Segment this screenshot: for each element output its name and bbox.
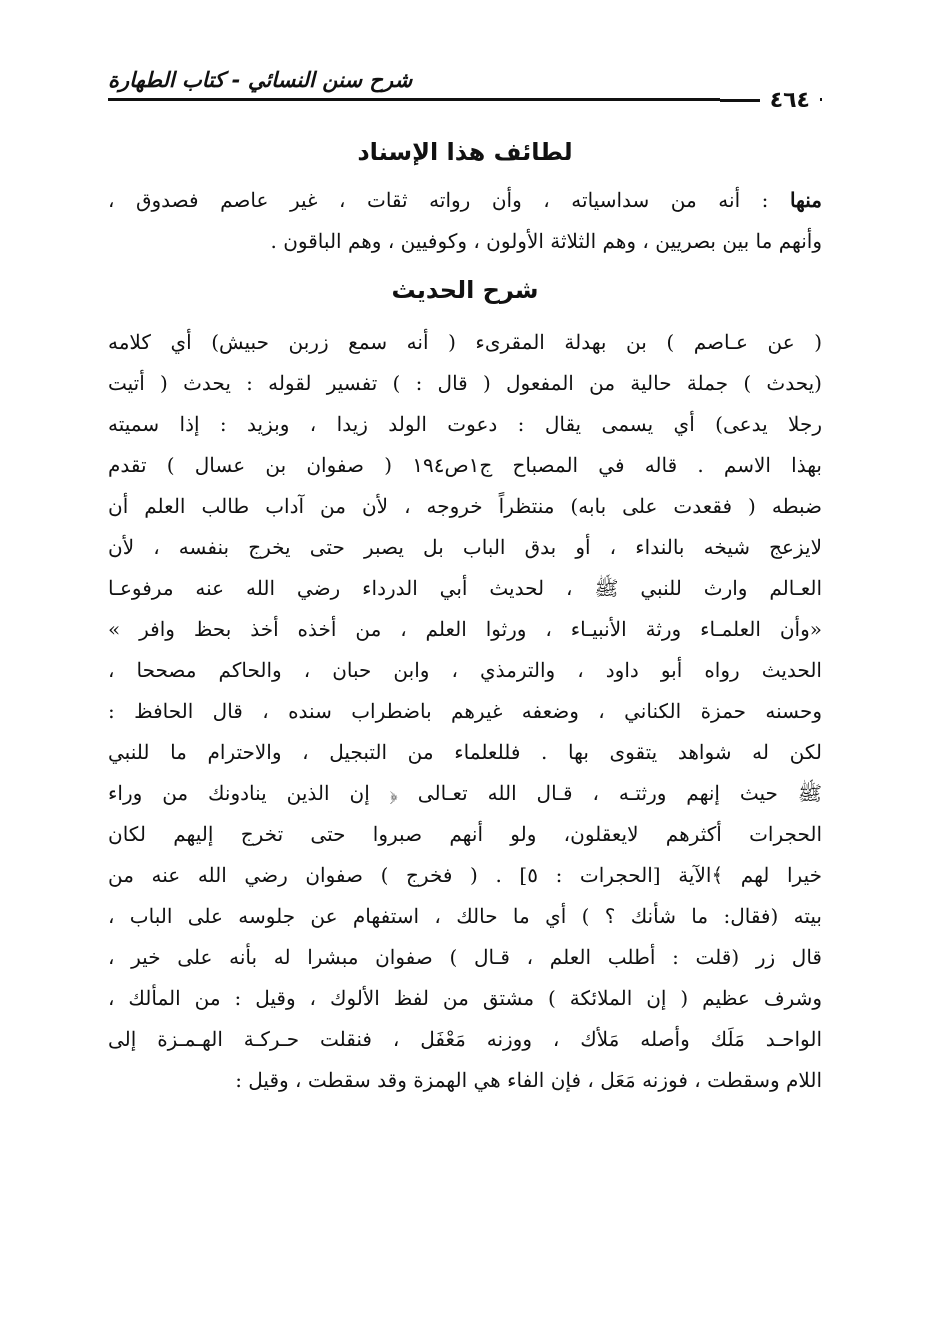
page-body: [108, 132, 822, 1101]
running-title: شرح سنن النسائي - كتاب الطهارة: [108, 68, 413, 92]
text-line: الحديث رواه أبو داود ، والترمذي ، وابن حبان ، والحاكم مصححا ،: [108, 658, 822, 682]
text-line: الحجرات أكثرهم لايعقلون، ولو أنهم صبروا حتى تخرج إليهم لكان: [108, 822, 822, 846]
isnad-paragraph: [108, 180, 822, 262]
text-line: ﷺ حيث إنهم ورثتـه ، قـال الله تعـالى ﴿ إن الذين ينادونك من وراء: [108, 781, 822, 805]
text-line: خيرا لهم ﴾الآية [الحجرات : ٥] . ( فخرج ) صفوان رضي الله عنه من: [108, 863, 822, 887]
page-header: [108, 64, 822, 100]
text-line: لايزعج شيخه بالنداء ، أو بدق الباب بل يصبر حتى يخرج بنفسه ، لأن: [108, 535, 822, 559]
text-line: ضبطه ( فقعدت على بابه) منتظراً خروجه ، لأن من آداب طالب العلم أن: [108, 494, 822, 518]
section-heading-sharh: شرح الحديث: [391, 276, 539, 304]
lead-word: منها: [789, 188, 822, 212]
page-number-dash: [720, 99, 760, 102]
section-heading-isnad: لطائف هذا الإسناد: [357, 138, 573, 166]
text-line: العـالم وارث للنبي ﷺ ، لحديث أبي الدرداء رضي الله عنه مرفوعـا: [108, 576, 822, 600]
text-line: قال زر (قلت : أطلب العلم ، قـال ) صفوان مبشرا له بأنه على خير ،: [108, 945, 822, 969]
text-line: الواحـد مَلَك وأصله مَلأك ، ووزنه مَعْفَل ، فنقلت حـركـة الهـمـزة إلى: [108, 1027, 822, 1051]
text-line: (يحدث ) جملة حالية من المفعول ( قال : ) تفسير لقوله : يحدث ( أتيت: [108, 371, 822, 395]
text-line: وشرف عظيم ( إن الملائكة ) مشتق من لفظ الألوك ، وقيل : من المألك ،: [108, 986, 822, 1010]
text-line: ( عن عـاصم ) بن بهدلة المقرىء ( أنه سمع زربن حبيش) أي كلامه: [108, 330, 822, 354]
text-line: بهذا الاسم . قاله في المصباح ج١ص١٩٤ ( صفوان بن عسال ) تقدم: [108, 453, 822, 477]
text-line: رجلا يدعى) أي يسمى يقال : دعوت الولد زيدا ، وبزيد : إذا سميته: [108, 412, 822, 436]
header-rule: [108, 98, 822, 101]
page-number: ٤٦٤: [760, 88, 820, 113]
page-number-block: [720, 82, 820, 118]
text-line: وأنهم ما بين بصريين ، وهم الثلاثة الأولون ، وكوفيين ، وهم الباقون .: [270, 229, 822, 253]
sharh-paragraph: [108, 322, 822, 1101]
text-line: لكن له شواهد يتقوى بها . فللعلماء من التبجيل ، والاحترام ما للنبي: [108, 740, 822, 764]
text-line: منها : أنه من سداسياته ، وأن رواته ثقات ، غير عاصم فصدوق ،: [108, 188, 822, 212]
text-line: «وأن العلمـاء ورثة الأنبيـاء ، ورثوا العلم ، من أخذه أخذ بحظ وافر »: [108, 617, 822, 641]
text-line: اللام وسقطت ، فوزنه مَعَل ، فإن الفاء هي الهمزة وقد سقطت ، وقيل :: [235, 1068, 822, 1092]
text-line: وحسنه حمزة الكناني ، وضعفه غيرهم باضطراب سنده ، قال الحافظ :: [108, 699, 822, 723]
text-line: بيته (فقال: ما شأنك ؟ ) أي ما حالك ، استفهام عن جلوسه على الباب ،: [108, 904, 822, 928]
